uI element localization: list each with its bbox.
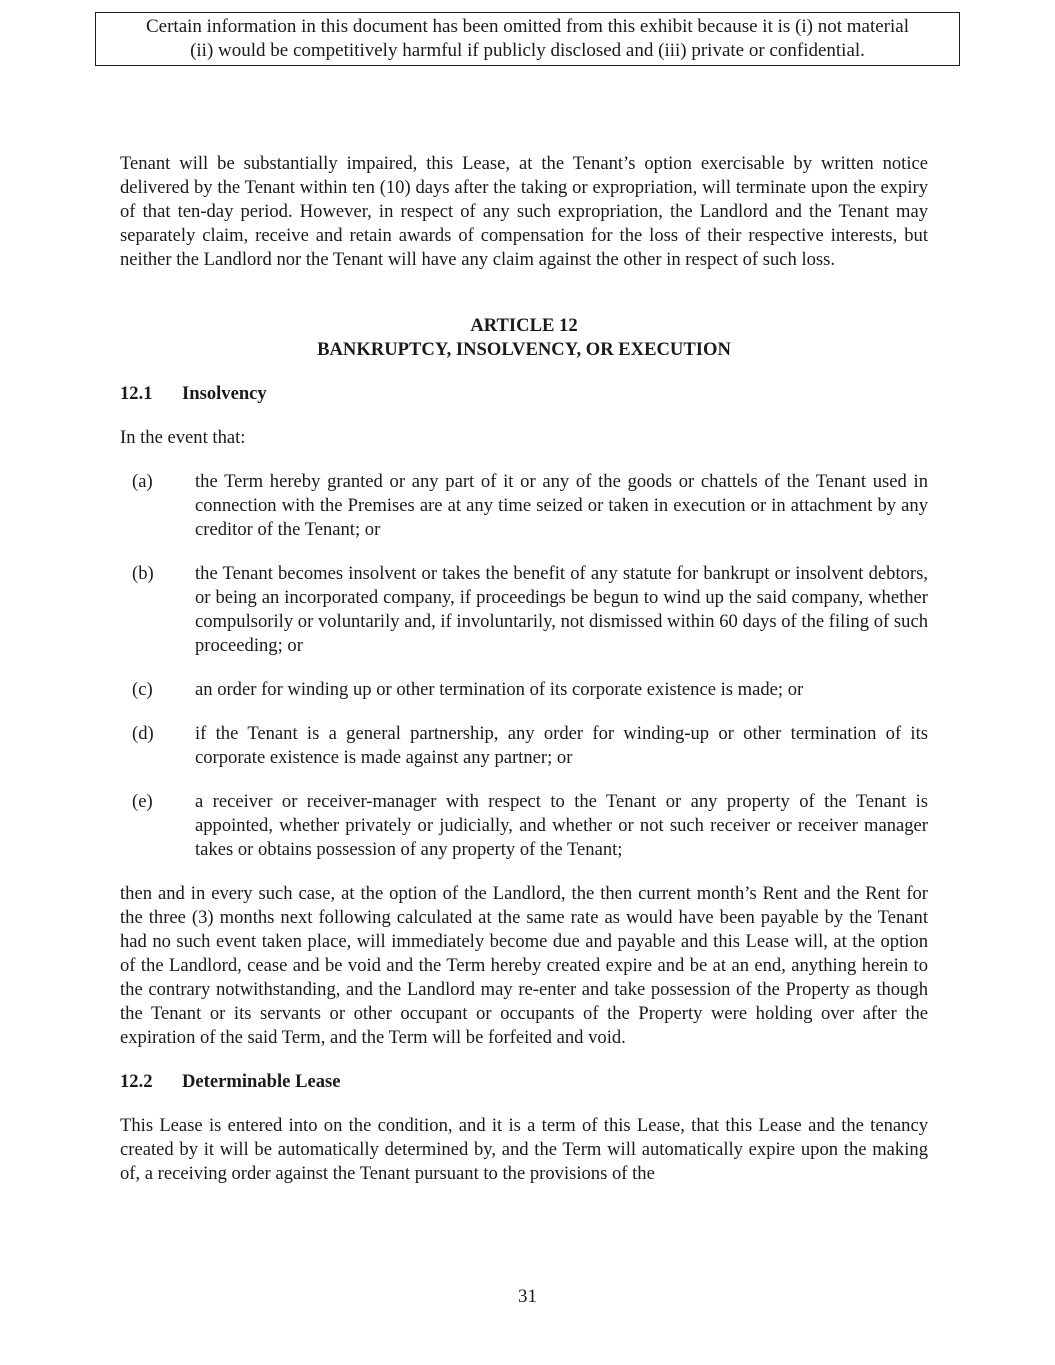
list-item	[120, 470, 928, 542]
page-number: 31	[518, 1286, 537, 1307]
list-item-text: if the Tenant is a general partnership, any order for winding-up or other termination of its corporate existence is made against any partner; or	[195, 723, 928, 768]
list-item-label: (b)	[132, 563, 154, 584]
section-title: Insolvency	[182, 383, 267, 404]
list-item-text: the Tenant becomes insolvent or takes the benefit of any statute for bankrupt or insolvent debtors, or being an incorporated company, if proceedings be begun to wind up the said company, whether compulsorily or voluntarily and, if involuntarily, not dismissed within 60 days of the filing of such proceeding; or	[195, 563, 928, 656]
list-item	[120, 678, 928, 702]
section-12-2-text: This Lease is entered into on the condition, and it is a term of this Lease, that this Lease and the tenancy created by it will be automatically determined by, and the Term will automatically expire upon the making of, a receiving order against the Tenant pursuant to the provisions of the	[120, 1115, 928, 1184]
list-item-text: a receiver or receiver-manager with respect to the Tenant or any property of the Tenant is appointed, whether privately or judicially, and whether or not such receiver or receiver manager takes or obtains possession of any property of the Tenant;	[195, 791, 928, 860]
article-heading	[120, 314, 928, 362]
confidentiality-notice	[95, 12, 960, 66]
document-body	[120, 152, 928, 1186]
list-item	[120, 790, 928, 862]
list-item-text: the Term hereby granted or any part of it or any of the goods or chattels of the Tenant used in connection with the Premises are at any time seized or taken in execution or in attachment by any creditor of the Tenant; or	[195, 471, 928, 540]
list-item-text: an order for winding up or other termination of its corporate existence is made; or	[195, 679, 804, 700]
section-conclusion: then and in every such case, at the option of the Landlord, the then current month’s Rent and the Rent for the three (3) months next following calculated at the same rate as would have been payable by the Tenant had no such event taken place, will immediately become due and payable and this Lease will, at the option of the Landlord, cease and be void and the Term hereby created expire and be at an end, anything herein to the contrary notwithstanding, and the Landlord may re-enter and take possession of the Property as though the Tenant or its servants or other occupant or occupants of the Property were holding over after the expiration of the said Term, and the Term will be forfeited and void.	[120, 883, 928, 1048]
notice-line-2: (ii) would be competitively harmful if publicly disclosed and (iii) private or confidential.	[190, 40, 865, 61]
list-item	[120, 722, 928, 770]
notice-line-1: Certain information in this document has been omitted from this exhibit because it is (i) not material	[146, 16, 909, 37]
list-item-label: (c)	[132, 679, 153, 700]
article-title: BANKRUPTCY, INSOLVENCY, OR EXECUTION	[317, 339, 731, 360]
section-12-1-heading	[120, 382, 928, 406]
section-number: 12.2	[120, 1071, 153, 1092]
list-item-label: (d)	[132, 723, 154, 744]
intro-paragraph: Tenant will be substantially impaired, this Lease, at the Tenant’s option exercisable by written notice delivered by the Tenant within ten (10) days after the taking or expropriation, will terminate upon the expiry of that ten-day period. However, in respect of any such expropriation, the Landlord and the Tenant may separately claim, receive and retain awards of compensation for the loss of their respective interests, but neither the Landlord nor the Tenant will have any claim against the other in respect of such loss.	[120, 153, 928, 270]
section-number: 12.1	[120, 383, 153, 404]
section-12-2-heading	[120, 1070, 928, 1094]
section-title: Determinable Lease	[182, 1071, 341, 1092]
article-number: ARTICLE 12	[470, 315, 578, 336]
list-item-label: (a)	[132, 471, 153, 492]
list-item-label: (e)	[132, 791, 153, 812]
list-item	[120, 562, 928, 658]
section-lead: In the event that:	[120, 427, 246, 448]
